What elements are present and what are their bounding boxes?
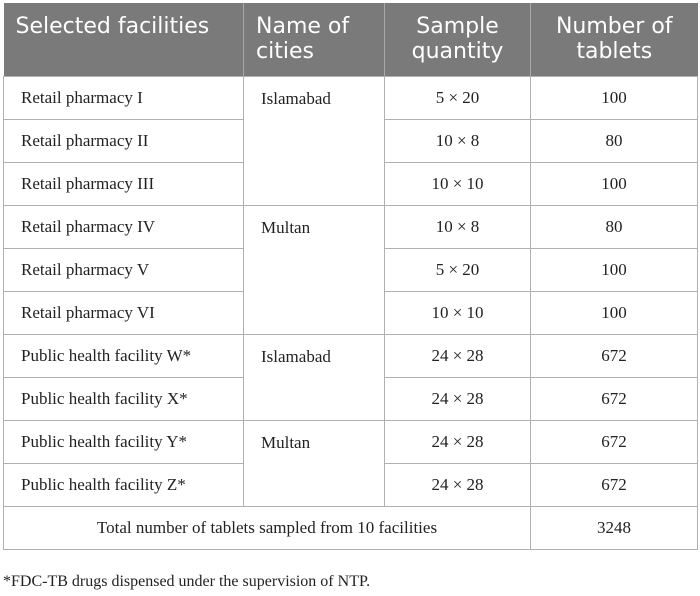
facility-cell: Public health facility Y*: [4, 421, 244, 464]
quantity-cell: 5 × 20: [385, 77, 531, 120]
facility-cell: Public health facility W*: [4, 335, 244, 378]
quantity-cell: 24 × 28: [385, 421, 531, 464]
facility-cell: Retail pharmacy II: [4, 120, 244, 163]
header-sample-quantity: Sample quantity: [385, 3, 531, 77]
header-selected-facilities: Selected facilities: [4, 3, 244, 77]
quantity-cell: 10 × 10: [385, 292, 531, 335]
facility-cell: Retail pharmacy V: [4, 249, 244, 292]
quantity-cell: 24 × 28: [385, 335, 531, 378]
tablets-cell: 100: [531, 249, 698, 292]
tablets-cell: 672: [531, 464, 698, 507]
city-cell: Islamabad: [244, 335, 385, 421]
tablets-cell: 80: [531, 206, 698, 249]
table-footnote: *FDC-TB drugs dispensed under the supervision of NTP.: [3, 573, 371, 590]
total-row: [4, 507, 698, 550]
header-name-of-cities: Name of cities: [244, 3, 385, 77]
quantity-cell: 24 × 28: [385, 464, 531, 507]
table-container: [3, 3, 697, 550]
tablets-cell: 100: [531, 292, 698, 335]
tablets-cell: 100: [531, 163, 698, 206]
tablets-cell: 672: [531, 335, 698, 378]
header-row: [4, 3, 698, 77]
facility-cell: Retail pharmacy IV: [4, 206, 244, 249]
quantity-cell: 24 × 28: [385, 378, 531, 421]
tablets-cell: 100: [531, 77, 698, 120]
tablets-cell: 672: [531, 421, 698, 464]
tablets-cell: 672: [531, 378, 698, 421]
total-label: Total number of tablets sampled from 10 facilities: [4, 507, 531, 550]
facility-cell: Retail pharmacy III: [4, 163, 244, 206]
quantity-cell: 5 × 20: [385, 249, 531, 292]
quantity-cell: 10 × 8: [385, 206, 531, 249]
city-cell: Multan: [244, 421, 385, 507]
table-row: [4, 335, 698, 378]
facility-cell: Public health facility X*: [4, 378, 244, 421]
total-value: 3248: [531, 507, 698, 550]
facility-cell: Retail pharmacy VI: [4, 292, 244, 335]
tablets-cell: 80: [531, 120, 698, 163]
city-cell: Multan: [244, 206, 385, 335]
table-row: [4, 77, 698, 120]
facility-cell: Retail pharmacy I: [4, 77, 244, 120]
city-cell: Islamabad: [244, 77, 385, 206]
header-number-of-tablets: Number of tablets: [531, 3, 698, 77]
facility-cell: Public health facility Z*: [4, 464, 244, 507]
quantity-cell: 10 × 10: [385, 163, 531, 206]
quantity-cell: 10 × 8: [385, 120, 531, 163]
table-row: [4, 206, 698, 249]
table-row: [4, 421, 698, 464]
facilities-table: [3, 3, 698, 550]
